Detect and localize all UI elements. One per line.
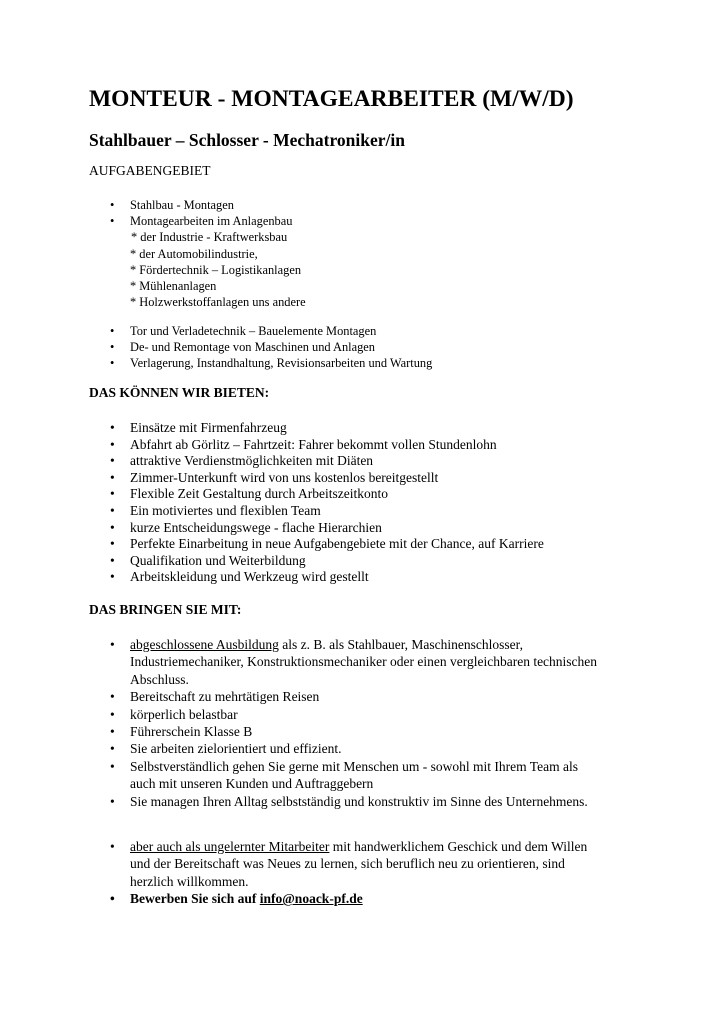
sub-list-item: * der Automobilindustrie,	[130, 246, 258, 261]
list-item	[110, 486, 544, 503]
list-item	[110, 688, 597, 705]
list-item	[110, 636, 597, 688]
list-item-text: attraktive Verdienstmöglichkeiten mit Diäten	[130, 453, 374, 469]
list-item	[110, 420, 544, 437]
list-item-text: Tor und Verladetechnik – Bauelemente Montagen	[130, 324, 377, 338]
bullet-icon: •	[110, 839, 115, 854]
list-item-line: Selbstverständlich gehen Sie gerne mit Menschen um - sowohl mit Ihrem Team als	[130, 758, 578, 774]
bullet-icon: •	[110, 420, 115, 435]
list-item-text: Montagearbeiten im Anlagenbau	[130, 214, 293, 229]
section-heading-aufgabengebiet: AUFGABENGEBIET	[89, 163, 211, 178]
list-item	[110, 323, 432, 339]
bullet-icon: •	[110, 486, 115, 502]
sub-list-item: * der Industrie - Kraftwerksbau	[131, 230, 288, 245]
list-item-text: Bereitschaft zu mehrtätigen Reisen	[130, 689, 320, 705]
list-item-text: Stahlbau - Montagen	[130, 198, 234, 212]
bullet-icon: •	[110, 552, 115, 568]
bullet-icon: •	[110, 724, 115, 740]
list-item-text: als z. B. als Stahlbauer, Maschinenschlosser,	[278, 637, 523, 652]
list-item-text: Sie managen Ihren Alltag selbstständig und konstruktiv im Sinne des Unternehmens.	[130, 793, 588, 809]
list-item-line	[130, 636, 597, 653]
list-item	[110, 520, 544, 537]
bullet-icon: •	[110, 758, 115, 774]
list-item	[110, 355, 432, 371]
list-item-apply	[110, 890, 587, 907]
bullet-icon: •	[110, 891, 115, 907]
list-item-text: Verlagerung, Instandhaltung, Revisionsarbeiten und Wartung	[130, 356, 433, 371]
list-item	[110, 453, 544, 470]
bullet-icon: •	[110, 793, 115, 809]
ausbildung-link-text: abgeschlossene Ausbildung	[130, 637, 279, 652]
bullet-icon: •	[110, 706, 115, 722]
bullet-icon: •	[110, 324, 115, 338]
list-item-text: Arbeitskleidung und Werkzeug wird gestellt	[130, 569, 369, 585]
bullet-icon: •	[110, 536, 115, 552]
list-item	[110, 536, 544, 553]
list-item-text: kurze Entscheidungswege - flache Hierarchien	[130, 519, 382, 535]
bringen-list	[110, 636, 597, 810]
list-item-text: mit handwerklichem Geschick und dem Willen	[329, 839, 588, 854]
page-title: MONTEUR - MONTAGEARBEITER (M/W/D)	[89, 86, 574, 112]
bullet-icon: •	[110, 356, 115, 371]
email-link[interactable]: info@noack-pf.de	[259, 891, 363, 907]
list-item-text: Zimmer-Unterkunft wird von uns kostenlos bereitgestellt	[130, 469, 439, 485]
bullet-icon: •	[110, 436, 115, 452]
aufgaben-list	[110, 197, 306, 310]
sub-list-item: * Fördertechnik – Logistikanlagen	[130, 262, 302, 277]
list-item-line: auch mit unseren Kunden und Auftraggebern	[130, 776, 374, 792]
section-heading-bieten: DAS KÖNNEN WIR BIETEN:	[89, 385, 270, 400]
bullet-icon: •	[110, 469, 115, 485]
list-item	[110, 838, 587, 890]
list-item	[110, 723, 597, 740]
list-item-text: Sie arbeiten zielorientiert und effizient.	[130, 741, 342, 757]
list-item	[110, 470, 544, 487]
sub-list-item: * Mühlenanlagen	[130, 279, 217, 294]
list-item-line: herzlich willkommen.	[130, 873, 249, 889]
list-item-text: De- und Remontage von Maschinen und Anlagen	[130, 340, 376, 355]
bullet-icon: •	[110, 502, 115, 518]
list-item-text: Flexible Zeit Gestaltung durch Arbeitszeitkonto	[130, 486, 388, 502]
list-item	[110, 437, 544, 454]
list-item-line: Abschluss.	[130, 671, 189, 687]
list-item	[110, 503, 544, 520]
bullet-icon: •	[110, 637, 115, 652]
closing-list	[110, 838, 587, 908]
ungelernt-link-text: aber auch als ungelernter Mitarbeiter	[130, 839, 330, 854]
list-item-text: Einsätze mit Firmenfahrzeug	[130, 420, 287, 435]
list-item-line: Industriemechaniker, Konstruktionsmechaniker oder einen vergleichbaren technischen	[130, 654, 598, 670]
list-item	[110, 793, 597, 810]
bullet-icon: •	[110, 214, 115, 229]
apply-text: Bewerben Sie sich auf	[130, 891, 260, 907]
list-item	[110, 213, 306, 310]
list-item	[110, 553, 544, 570]
list-item-line: und der Bereitschaft was Neues zu lernen, sich beruflich neu zu orientieren, sind	[130, 856, 565, 872]
bullet-icon: •	[110, 689, 115, 705]
list-item-text: Führerschein Klasse B	[130, 724, 253, 740]
bullet-icon: •	[110, 741, 115, 757]
bullet-icon: •	[110, 569, 115, 585]
list-item-text: körperlich belastbar	[130, 706, 238, 722]
list-item-text: Perfekte Einarbeitung in neue Aufgabengebiete mit der Chance, auf Karriere	[130, 536, 544, 552]
bieten-list	[110, 420, 544, 586]
list-item-line	[130, 838, 587, 855]
bullet-icon: •	[110, 340, 115, 355]
section-heading-bringen: DAS BRINGEN SIE MIT:	[89, 602, 242, 617]
list-item	[110, 706, 597, 723]
bullet-icon: •	[110, 453, 115, 469]
bullet-icon: •	[110, 198, 115, 212]
list-item-text: Qualifikation und Weiterbildung	[130, 552, 306, 568]
page-subtitle: Stahlbauer – Schlosser - Mechatroniker/in	[89, 130, 405, 150]
list-item-text: Ein motiviertes und flexiblen Team	[130, 502, 321, 518]
sub-list-item: * Holzwerkstoffanlagen uns andere	[130, 295, 306, 310]
list-item	[110, 339, 432, 355]
list-item-text: Abfahrt ab Görlitz – Fahrtzeit: Fahrer bekommt vollen Stundenlohn	[130, 436, 497, 452]
list-item	[110, 740, 597, 757]
list-item	[110, 197, 306, 213]
bullet-icon: •	[110, 519, 115, 535]
aufgaben-list-2	[110, 323, 432, 372]
list-item	[110, 758, 597, 793]
list-item	[110, 569, 544, 586]
